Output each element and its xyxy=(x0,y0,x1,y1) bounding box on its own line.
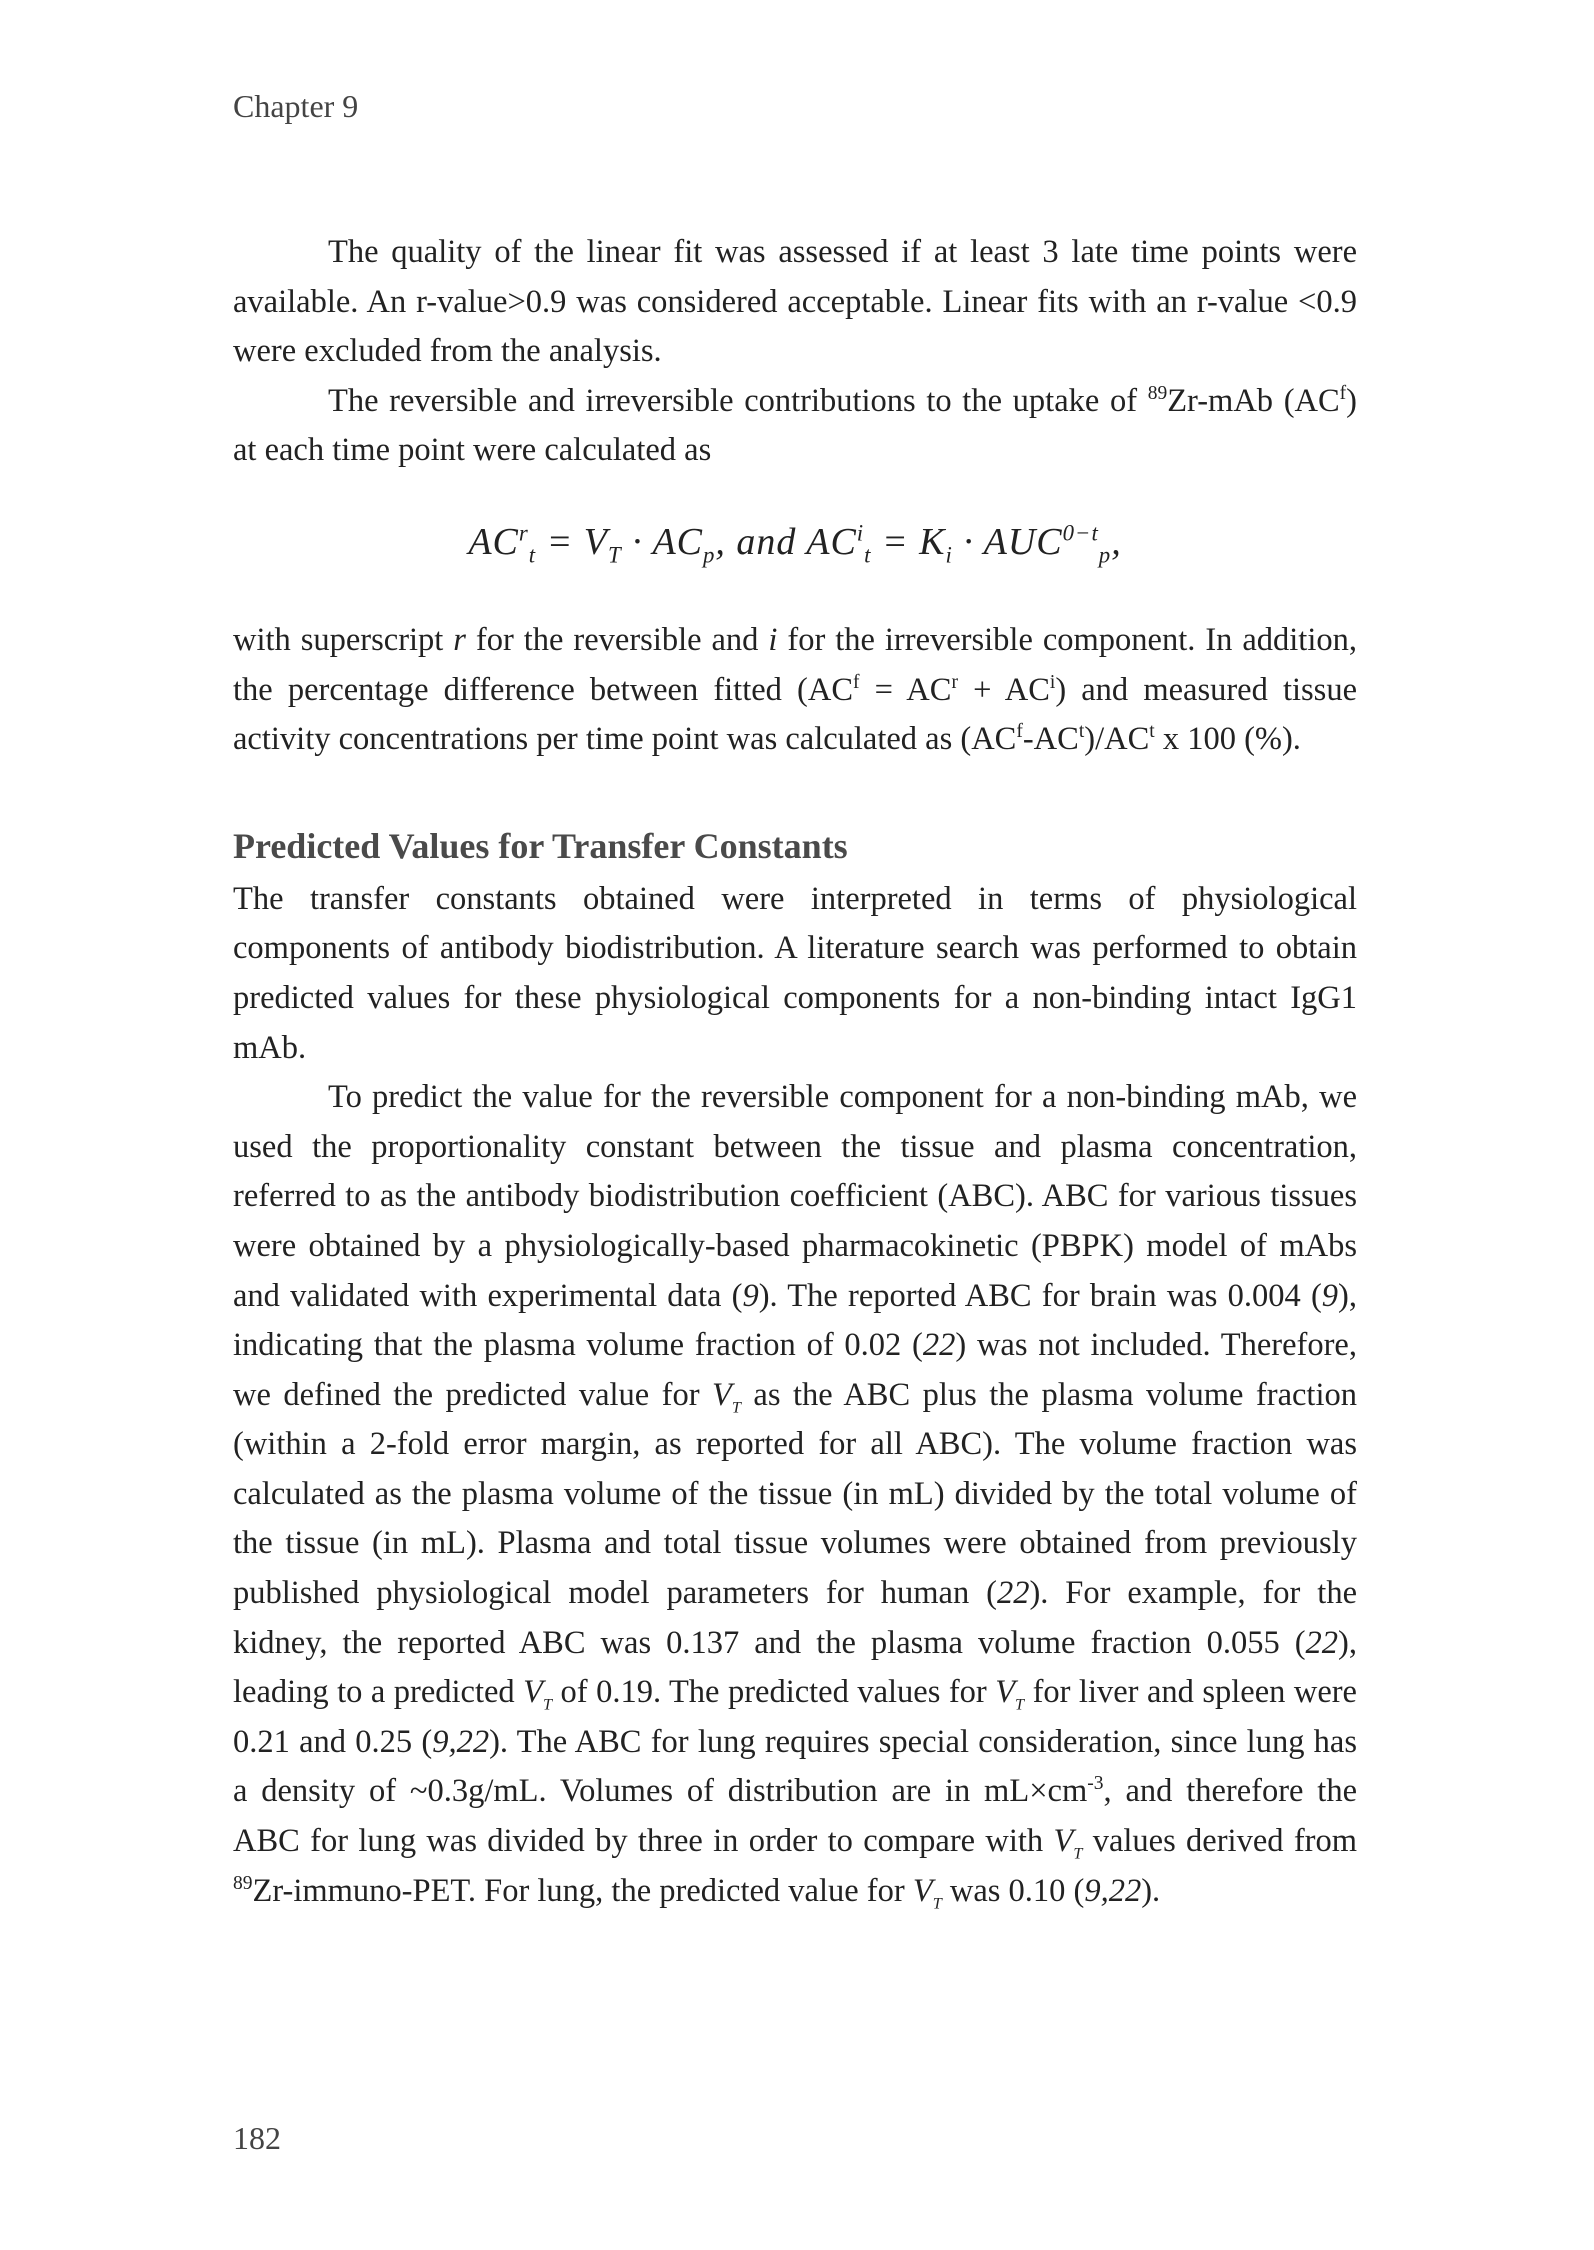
page-body xyxy=(233,228,1357,1916)
section-heading: Predicted Values for Transfer Constants xyxy=(233,825,848,866)
running-header: Chapter 9 xyxy=(233,88,359,124)
paragraph-superscripts: with superscript r for the reversible and i for the irreversible component. In addition, the percentage difference between fitted $(AC^f = AC^r + AC^i)$ and measured tissue activity concentrations per time point was calculated as $(AC^f-AC^t)/AC^t$ x 100 (%). xyxy=(233,621,1357,758)
paragraph-predicted-values: To predict the value for the reversible component for a non-binding mAb, we used the proportionality constant between the tissue and plasma concentration, referred to as the antibody biodistribution coefficient (ABC). ABC for various tissues were obtained by a physiologically-based pharmacokinetic (PBPK) model of mAbs and validated with experimental data (9). The reported ABC for brain was 0.004 (9), indicating that the plasma volume fraction of 0.02 (22) was not included. Therefore, we defined the predicted value for $V_T$ as the ABC plus the plasma volume fraction (within a 2-fold error margin, as reported for all ABC). The volume fraction was calculated as the plasma volume of the tissue (in mL) divided by the total volume of the tissue (in mL). Plasma and total tissue volumes were obtained from previously published physiological model parameters for human (22). For example, for the kidney, the reported ABC was 0.137 and the plasma volume fraction 0.055 (22), leading to a predicted $V_T$ of 0.19. The predicted values for $V_T$ for liver and spleen were 0.21 and 0.25 (9,22). The ABC for lung requires special consideration, since lung has a density of ~0.3g/mL. Volumes of distribution are in $mL\times cm^{-3}$, and therefore the ABC for lung was divided by three in order to compare with $V_T$ values derived from $^{89}$Zr-immuno-PET. For lung, the predicted value for $V_T$ was 0.10 (9,22). xyxy=(233,1079,1358,1913)
paragraph-transfer-constants: The transfer constants obtained were interpreted in terms of physiological components of antibody biodistribution. A literature search was performed to obtain predicted values for these physiological components for a non-binding intact IgG1 mAb. xyxy=(233,880,1357,1066)
paragraph-contributions: The reversible and irreversible contributions to the uptake of $^{89}$Zr-mAb $(AC^f)$ at each time point were calculated as xyxy=(233,382,1357,469)
page-number: 182 xyxy=(233,2120,281,2156)
equation: $AC^r_t = V_T \cdot AC_p$, and $AC^i_t = K_i \cdot AUC^{0-t}_p$, xyxy=(468,520,1122,568)
paragraph-linear-fit: The quality of the linear fit was assessed if at least 3 late time points were available. An r-value>0.9 was considered acceptable. Linear fits with an r-value <0.9 were excluded from the analysis. xyxy=(233,234,1357,370)
